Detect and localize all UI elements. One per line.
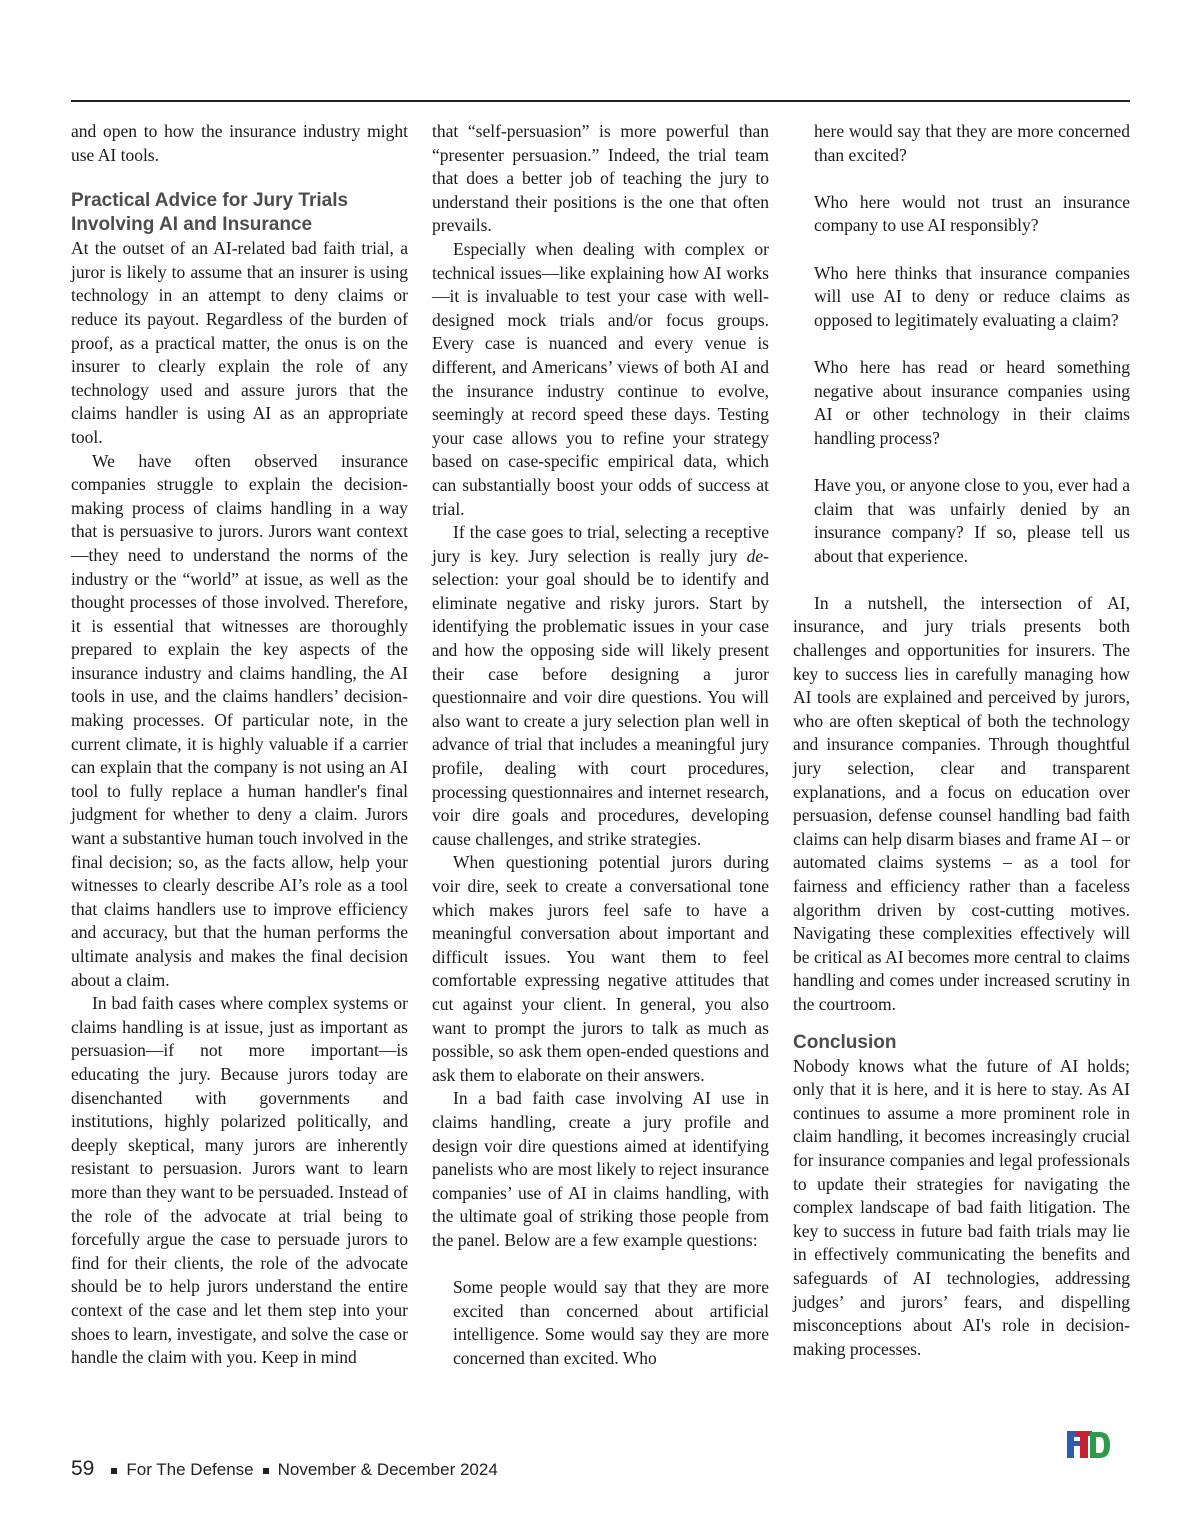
example-question: here would say that they are more concerned than excited? — [814, 121, 1130, 165]
example-question: Who here thinks that insurance companies will use AI to deny or reduce claims as opposed to legitimately evaluating a claim? — [814, 262, 1130, 330]
text-run: If the case goes to trial, selecting a receptive jury is key. Jury selection is really jury — [432, 522, 769, 566]
paragraph: In a nutshell, the intersection of AI, insurance, and jury trials presents both challenges and opportunities for insurers. The key to success lies in carefully managing how AI tools are explained and perceived by jurors, who are often skeptical of both the technology and insurance companies. Through thoughtful jury selection, clear and transparent explanations, and a focus on education over persuasion, defense counsel handling bad faith claims can help disarm biases and frame AI – or automated claims systems – as a tool for fairness and efficiency rather than a faceless algorithm driven by cost-cutting motives. Navigating these complexities effectively will be critical as AI becomes more central to claims handling and comes under increased scrutiny in the courtroom. — [793, 592, 1130, 1014]
emphasis-de: de — [746, 545, 764, 566]
example-question: Have you, or anyone close to you, ever had a claim that was unfairly denied by an insurance company? If so, please tell us about that experience. — [814, 474, 1130, 566]
paragraph — [432, 521, 769, 851]
bullet-separator — [263, 1468, 269, 1474]
paragraph: When questioning potential jurors during voir dire, seek to create a conversational tone which makes jurors feel safe to have a meaningful conversation about important and difficult issues. You want them to feel comfortable expressing negative attitudes that cut against your client. In general, you also want to prompt the jurors to talk as much as possible, so ask them open-ended questions and ask them to elaborate on their answers. — [432, 852, 769, 1085]
column-2 — [432, 120, 769, 1394]
page-number: 59 — [71, 1457, 95, 1480]
paragraph: Nobody knows what the future of AI holds; only that it is here, and it is here to stay. As AI continues to assume a more prominent role in claim handling, it becomes increasingly crucial for insurance companies and legal professionals to update their strategies for navigating the complex landscape of bad faith litigation. The key to success in future bad faith trials may lie in effectively communicating the benefits and safeguards of AI technologies, addressing judges’ and jurors’ fears, and dispelling misconceptions about AI's role in decision-making processes. — [793, 1055, 1130, 1359]
page-footer — [71, 1457, 498, 1481]
paragraph: that “self-persuasion” is more powerful than “presenter persuasion.” Indeed, the trial team that does a better job of teaching the jury to understand their positions is the one that often prevails. — [432, 121, 769, 236]
paragraph: Especially when dealing with complex or technical issues—like explaining how AI works—it is invaluable to test your case with well-designed mock trials and/or focus groups. Every case is nuanced and every venue is different, and Americans’ views of both AI and the insurance industry continue to evolve, seemingly at record speed these days. Testing your case allows you to refine your strategy based on case-specific empirical data, which can substantially boost your odds of success at trial. — [432, 238, 769, 519]
paragraph: At the outset of an AI-related bad faith trial, a juror is likely to assume that an insurer is using technology in an attempt to deny claims or reduce its payout. Regardless of the burden of proof, as a practical matter, the onus is on the insurer to clearly explain the role of any technology used and assure jurors that the claims handler is using AI as an appropriate tool. — [71, 238, 408, 447]
paragraph: and open to how the insurance industry might use AI tools. — [71, 121, 408, 165]
ftd-logo-icon — [1066, 1428, 1112, 1460]
top-rule — [71, 100, 1130, 102]
publication-name: For The Defense — [126, 1460, 254, 1479]
paragraph: In bad faith cases where complex systems or claims handling is at issue, just as important as persuasion—if not more important—is educating the jury. Because jurors today are disenchanted with governments and institutions, highly polarized politically, and deeply skeptical, many jurors are inherently resistant to persuasion. Jurors want to learn more than they want to be persuaded. Instead of the role of the advocate at trial being to forcefully argue the case to persuade jurors to find for their clients, the role of the advocate should be to help jurors understand the entire context of the case and let them step into your shoes to learn, investigate, and solve the case or handle the claim with you. Keep in mind — [71, 993, 408, 1368]
text-run: -selection: your goal should be to identify and eliminate negative and risky jurors. Start by identifying the problematic issues in your case and how the opposing side will likely present their case before designing a juror questionnaire and voir dire questions. You will also want to create a jury selection plan well in advance of trial that includes a meaningful jury profile, dealing with court procedures, processing questionnaires and internet research, voir dire goals and procedures, developing cause challenges, and strike strategies. — [432, 545, 769, 849]
example-question: Who here would not trust an insurance company to use AI responsibly? — [814, 191, 1130, 236]
issue-date: November & December 2024 — [277, 1460, 498, 1479]
section-heading-conclusion: Conclusion — [793, 1031, 897, 1053]
example-question: Some people would say that they are more excited than concerned about artificial intelligence. Some would say they are more concerned than excited. Who — [453, 1277, 769, 1368]
column-3 — [793, 120, 1130, 1361]
example-question: Who here has read or heard something negative about insurance companies using AI or other technology in their claims handling process? — [814, 356, 1130, 448]
bullet-separator — [111, 1468, 117, 1474]
paragraph: We have often observed insurance companies struggle to explain the decision-making process of claims handling in a way that is persuasive to jurors. Jurors want context—they need to understand the norms of the industry or the “world” at issue, as well as the thought processes of those involved. Therefore, it is essential that witnesses are thoroughly prepared to explain the key aspects of the insurance industry and claims handling, the AI tools in use, and the claims handlers’ decision-making processes. Of particular note, in the current climate, it is highly valuable if a carrier can explain that the company is not using an AI tool to fully replace a human handler's final judgment for whether to deny a claim. Jurors want a substantive human touch involved in the final decision; so, as the facts allow, help your witnesses to clearly describe AI’s role as a tool that claims handlers use to improve efficiency and accuracy, but that the human performs the ultimate analysis and makes the final decision about a claim. — [71, 450, 408, 990]
paragraph: In a bad faith case involving AI use in claims handling, create a jury profile and design voir dire questions aimed at identifying panelists who are most likely to reject insurance companies’ use of AI in claims handling, with the ultimate goal of striking those people from the panel. Below are a few example questions: — [432, 1088, 769, 1250]
column-1 — [71, 120, 408, 1370]
section-heading-practical-advice: Practical Advice for Jury Trials Involving AI and Insurance — [71, 190, 349, 236]
